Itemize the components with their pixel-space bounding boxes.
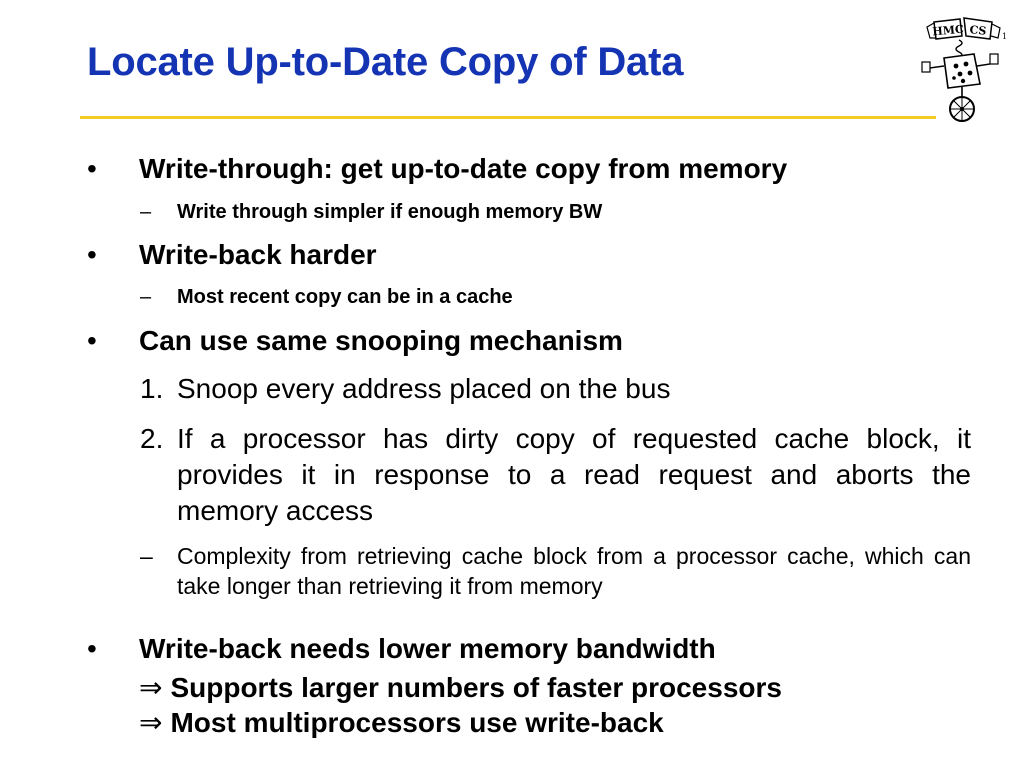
implies-arrow-icon: ⇒ — [139, 672, 163, 703]
bullet-mark: • — [87, 633, 97, 664]
implication-text: Supports larger numbers of faster processors — [170, 672, 782, 703]
title-divider — [80, 116, 936, 119]
svg-text:1: 1 — [1002, 32, 1008, 41]
step-number: 2. — [140, 423, 164, 454]
subpoint-text: Complexity from retrieving cache block from a processor cache, which can take longer than retrieving it from memory — [177, 543, 971, 599]
implication-larger-processors — [139, 671, 782, 705]
hmc-cs-unicycle-robot-logo-icon — [914, 14, 1008, 124]
step-1 — [140, 371, 971, 407]
dash-mark: – — [140, 543, 153, 569]
bullet-text: Can use same snooping mechanism — [139, 325, 623, 356]
step-text: Snoop every address placed on the bus — [177, 373, 671, 404]
subpoint-text: Most recent copy can be in a cache — [177, 286, 513, 308]
bullet-text: Write-through: get up-to-date copy from memory — [139, 153, 788, 184]
implies-arrow-icon: ⇒ — [139, 707, 163, 738]
step-number: 1. — [140, 373, 164, 404]
bullet-mark: • — [87, 325, 97, 356]
slide-title: Locate Up-to-Date Copy of Data — [87, 40, 684, 84]
subpoint-text: Write through simpler if enough memory BW — [177, 201, 603, 223]
step-text: If a processor has dirty copy of requested cache block, it provides it in response to a read request and aborts the memory access — [177, 423, 971, 526]
step-2 — [140, 421, 971, 529]
implication-text: Most multiprocessors use write-back — [170, 707, 664, 738]
subpoint-complexity — [140, 541, 971, 601]
implication-write-back — [139, 706, 664, 740]
svg-text:CS: CS — [968, 23, 987, 38]
bullet-mark: • — [87, 153, 97, 184]
bullet-mark: • — [87, 239, 97, 270]
svg-text:HMC: HMC — [931, 22, 965, 39]
bullet-text: Write-back needs lower memory bandwidth — [139, 633, 716, 664]
dash-mark: – — [140, 201, 152, 223]
bullet-text: Write-back harder — [139, 239, 377, 270]
dash-mark: – — [140, 286, 152, 308]
